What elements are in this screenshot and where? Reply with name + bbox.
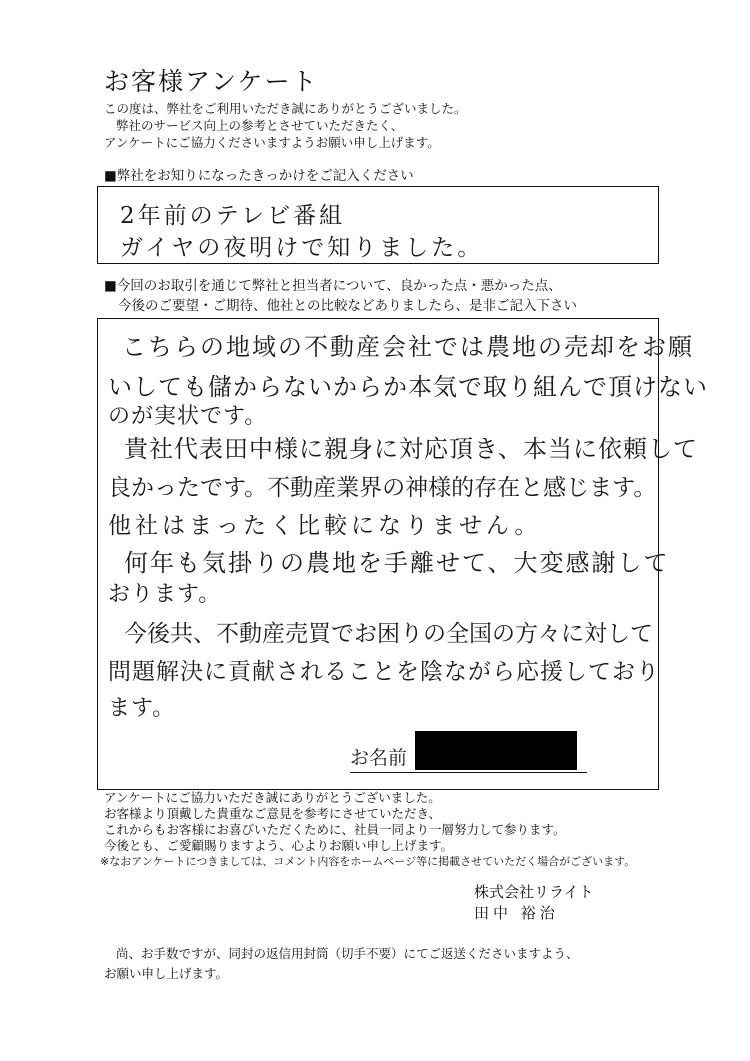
signer-name: 田中 裕治 xyxy=(474,904,559,922)
closing-line: アンケートにご協力いただき誠にありがとうございました。 xyxy=(104,790,441,805)
handwritten-line: ガイヤの夜明けで知りました。 xyxy=(120,235,484,261)
closing-line: 今後とも、ご愛顧賜りますよう、心よりお願い申し上げます。 xyxy=(104,838,454,853)
q2-heading-line: ■今回のお取引を通じて弊社と担当者について、良かった点・悪かった点、 xyxy=(104,278,562,294)
handwritten-line: ます。 xyxy=(108,696,176,721)
footer-line: お願い申し上げます。 xyxy=(104,966,229,981)
q1-heading: ■弊社をお知りになったきっかけをご記入ください xyxy=(104,168,414,184)
intro-line: この度は、弊社をご利用いただき誠にありがとうございました。 xyxy=(104,101,467,116)
handwritten-line: 良かったです。不動産業界の神様的存在と感じます。 xyxy=(108,475,657,501)
intro-text xyxy=(104,100,467,151)
closing-note: ※なおアンケートにつきましては、コメント内容をホームページ等に掲載させていただく場合がございます。 xyxy=(100,855,636,868)
handwritten-line: 貴社代表田中様に親身に対応頂き、本当に依頼して xyxy=(124,435,699,463)
handwritten-line: 今後共、不動産売買でお困りの全国の方々に対して xyxy=(124,621,653,647)
handwritten-line: のが実状です。 xyxy=(108,404,268,429)
q2-heading xyxy=(104,276,577,316)
handwritten-line: いしても儲からないからか本気で取り組んで頂けない xyxy=(108,373,708,401)
handwritten-line: 問題解決に貢献されることを陰ながら応援しており xyxy=(108,659,660,685)
footer-note xyxy=(104,944,579,984)
intro-line: 弊社のサービス向上の参考とさせていただきたく、 xyxy=(116,118,404,133)
name-label: お名前 xyxy=(350,747,408,769)
q1-answer-box xyxy=(97,186,659,264)
name-underline xyxy=(350,772,587,773)
handwritten-line: おります。 xyxy=(108,582,222,607)
closing-line: これからもお客様にお喜びいただくために、社員一同より一層努力して参ります。 xyxy=(104,822,566,837)
handwritten-line: 何年も気掛りの農地を手離せて、大変感謝して xyxy=(124,549,670,577)
name-row xyxy=(350,731,577,770)
page-title: お客様アンケート xyxy=(104,67,319,96)
signature xyxy=(474,882,594,924)
footer-line: 尚、お手数ですが、同封の返信用封筒（切手不要）にてご返送くださいますよう、 xyxy=(116,946,579,961)
handwritten-line: 他社はまったく比較になりません。 xyxy=(108,513,542,539)
closing-text xyxy=(100,790,636,870)
q2-heading-line: 今後のご要望・ご期待、他社との比較などありましたら、是非ご記入下さい xyxy=(118,298,577,314)
intro-line: アンケートにご協力くださいますようお願い申し上げます。 xyxy=(104,135,440,150)
redacted-name xyxy=(415,731,577,770)
closing-line: お客様より頂戴した貴重なご意見を参考にさせていただき、 xyxy=(104,806,442,821)
q2-answer-box xyxy=(97,318,708,790)
handwritten-line: こちらの地域の不動産会社では農地の売却をお願 xyxy=(122,333,694,361)
company-name: 株式会社リライト xyxy=(474,883,594,901)
handwritten-line: 2年前のテレビ番組 xyxy=(120,203,346,229)
